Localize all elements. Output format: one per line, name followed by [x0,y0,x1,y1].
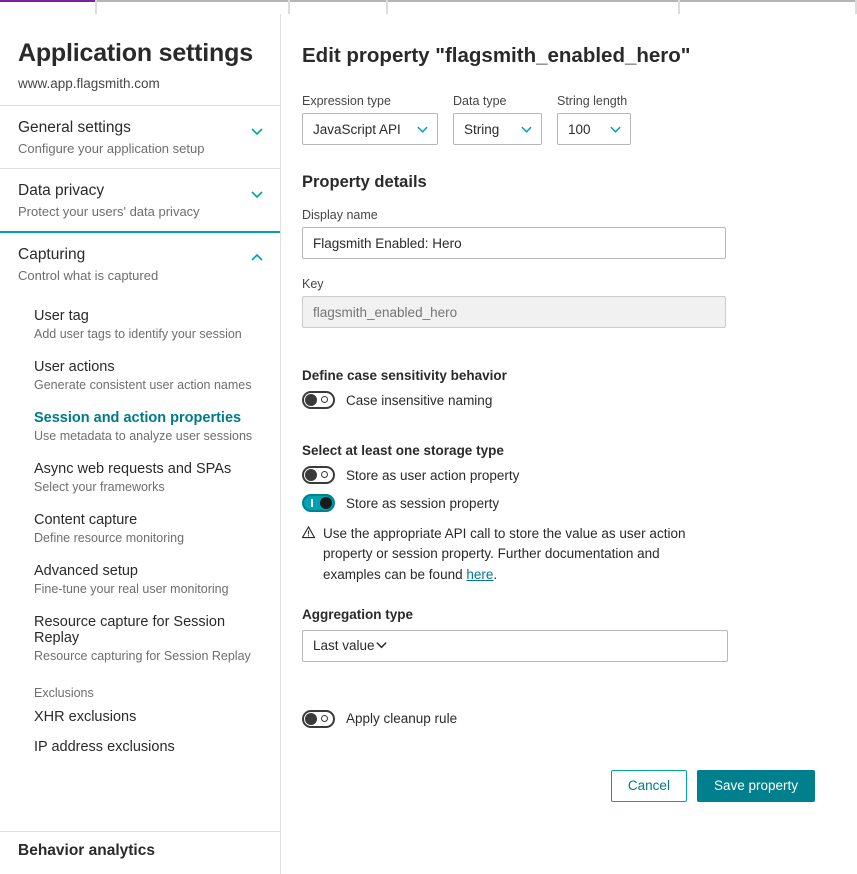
toggle-on-icon [311,499,313,507]
aggregation-type-select[interactable] [302,630,728,662]
aggregation-type-value: Last value [313,638,375,654]
sidebar-item-label: XHR exclusions [34,708,137,725]
apply-cleanup-rule-label: Apply cleanup rule [346,711,458,727]
browser-tab-2[interactable] [97,0,288,14]
panel-title: Edit property "flagsmith_enabled_hero" [302,44,691,67]
expression-type-value: JavaScript API [313,121,401,137]
sidebar-item-label: Advanced setup [34,562,138,579]
cancel-button[interactable]: Cancel [611,770,687,802]
storage-note-text [323,524,712,585]
storage-note-period: . [493,566,498,582]
storage-note-body: Use the appropriate API call to store the value as user action property or session property. Further documentation and examples can be found [323,526,686,582]
edit-property-panel [281,14,857,874]
store-as-session-property-label: Store as session property [346,495,500,511]
documentation-link[interactable]: here [466,566,494,582]
sidebar-item-session-and-action-properties[interactable] [0,401,280,452]
case-insensitive-naming-label: Case insensitive naming [346,392,493,408]
sidebar-item-label: Async web requests and SPAs [34,460,232,477]
key-field [302,277,827,328]
sidebar-item-user-tag[interactable] [0,299,280,350]
sidebar-item-advanced-setup[interactable] [0,554,280,605]
aggregation-type-label: Aggregation type [302,606,414,622]
browser-tab-5[interactable] [680,0,855,14]
apply-cleanup-rule-row [302,710,827,728]
warning-icon [302,526,315,585]
toggle-knob [305,469,317,481]
chevron-up-icon[interactable] [250,251,264,265]
sidebar-section-sublabel: Protect your users' data privacy [18,203,200,219]
toggle-knob [320,497,332,509]
string-length-label: String length [557,94,628,108]
form-actions [302,770,827,802]
store-as-session-property-toggle[interactable] [302,494,335,512]
string-length-field [557,94,631,145]
storage-note [302,524,712,585]
property-details-heading: Property details [302,173,427,191]
sidebar-item-content-capture[interactable] [0,503,280,554]
sidebar-section-general-settings[interactable] [0,105,280,168]
sidebar-section-behavior-analytics[interactable] [0,831,280,874]
chevron-down-icon[interactable] [250,124,264,138]
sidebar-section-label: Capturing [18,245,86,263]
sidebar-item-sublabel: Add user tags to identify your session [34,326,242,341]
sidebar-item-label: Session and action properties [34,409,242,426]
application-domain: www.app.flagsmith.com [18,75,160,91]
toggle-knob [305,713,317,725]
browser-tab-4[interactable] [388,0,678,14]
store-as-user-action-property-label: Store as user action property [346,467,520,483]
sidebar-section-label: Behavior analytics [18,842,155,859]
save-property-button[interactable]: Save property [697,770,815,802]
case-sensitivity-heading: Define case sensitivity behavior [302,368,507,383]
expression-type-select[interactable] [302,113,438,145]
sidebar-item-resource-capture-for-session-replay[interactable] [0,605,280,672]
settings-sidebar [0,14,281,874]
string-length-value: 100 [568,121,591,137]
sidebar-item-user-actions[interactable] [0,350,280,401]
sidebar-section-sublabel: Configure your application setup [18,140,205,156]
sidebar-section-data-privacy[interactable] [0,168,280,231]
sidebar-item-label: IP address exclusions [34,738,175,755]
browser-tab-3[interactable] [290,0,385,14]
chevron-down-icon [520,123,533,136]
sidebar-item-sublabel: Generate consistent user action names [34,377,252,392]
browser-tab-strip [0,0,857,14]
sidebar-item-label: Resource capture for Session Replay [34,613,226,646]
expression-type-field [302,94,438,145]
sidebar-section-sublabel: Control what is captured [18,267,159,283]
sidebar-group-exclusions: Exclusions [34,685,94,700]
sidebar-section-label: General settings [18,118,131,136]
capturing-subnav [0,295,280,762]
sidebar-item-xhr-exclusions[interactable] [0,702,280,732]
store-as-session-property-row [302,494,827,512]
chevron-down-icon [375,638,388,654]
case-insensitive-naming-row [302,391,827,409]
data-type-value: String [464,121,500,137]
expression-type-label: Expression type [302,94,391,108]
toggle-off-icon [321,396,328,403]
sidebar-item-ip-address-exclusions[interactable] [0,732,280,762]
store-as-user-action-property-row [302,466,827,484]
page-title: Application settings [18,39,253,67]
chevron-down-icon[interactable] [250,187,264,201]
apply-cleanup-rule-toggle[interactable] [302,710,335,728]
aggregation-type-field [302,607,827,662]
display-name-label: Display name [302,208,378,222]
toggle-off-icon [321,715,328,722]
sidebar-item-async-web-requests-and-spas[interactable] [0,452,280,503]
data-type-label: Data type [453,94,507,108]
chevron-down-icon [609,123,622,136]
case-insensitive-naming-toggle[interactable] [302,391,335,409]
sidebar-section-label: Data privacy [18,181,105,199]
toggle-knob [305,394,317,406]
display-name-field [302,208,827,259]
browser-tab-1[interactable] [0,0,95,14]
key-label: Key [302,277,324,291]
storage-type-heading: Select at least one storage type [302,443,504,458]
sidebar-section-capturing[interactable] [0,231,280,295]
sidebar-item-sublabel: Use metadata to analyze user sessions [34,428,253,443]
type-fields-row [302,94,827,145]
data-type-select[interactable] [453,113,542,145]
data-type-field [453,94,542,145]
sidebar-item-sublabel: Select your frameworks [34,479,165,494]
sidebar-item-sublabel: Fine-tune your real user monitoring [34,581,229,596]
sidebar-header [0,14,280,105]
sidebar-item-label: User tag [34,307,89,324]
sidebar-item-sublabel: Resource capturing for Session Replay [34,648,251,663]
display-name-input[interactable] [302,227,726,259]
store-as-user-action-property-toggle[interactable] [302,466,335,484]
sidebar-item-label: Content capture [34,511,138,528]
key-input [302,296,726,328]
string-length-select[interactable] [557,113,631,145]
chevron-down-icon [416,123,429,136]
sidebar-item-sublabel: Define resource monitoring [34,530,185,545]
toggle-off-icon [321,471,328,478]
sidebar-item-label: User actions [34,358,115,375]
